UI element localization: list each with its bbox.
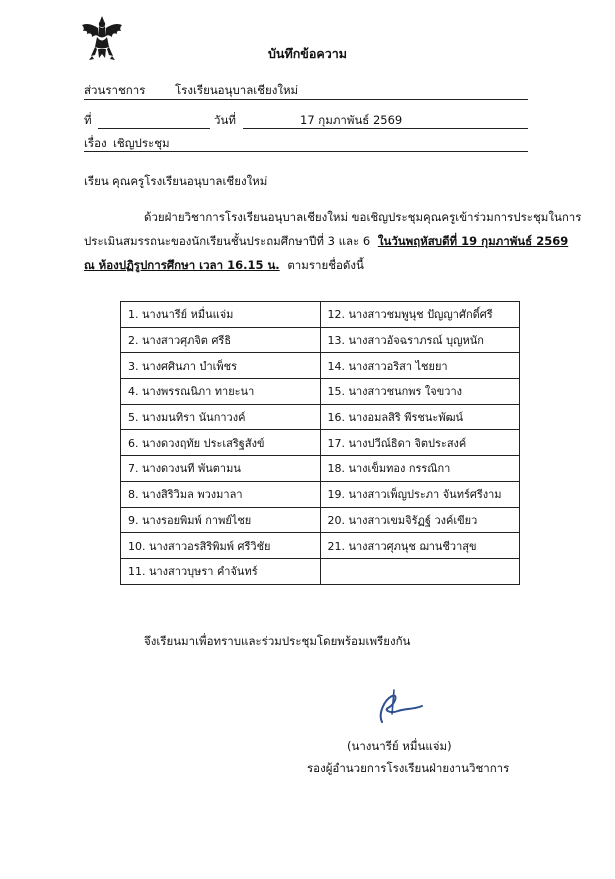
body-line-1: ด้วยฝ่ายวิชาการโรงเรียนอนุบาลเชียงใหม่ ขอเชิญประชุมคุณครูเข้าร่วมการประชุมในการ: [144, 210, 582, 224]
closing-text: จึงเรียนมาเพื่อทราบและร่วมประชุมโดยพร้อมเพรียงกัน: [144, 634, 411, 648]
ref-label: ที่: [84, 113, 92, 127]
subject-underline: [84, 151, 528, 152]
table-row: [121, 507, 520, 533]
attendee-cell-left: 7. นางดวงนที พันตามน: [121, 456, 321, 482]
attendee-cell-right: 21. นางสาวศุภนุช ฌานชีวาสุข: [320, 533, 520, 559]
attendee-cell-left: 6. นางดวงฤทัย ประเสริฐสังข์: [121, 430, 321, 456]
attendee-cell-right: 13. นางสาวอัจฉราภรณ์ บุญหนัก: [320, 327, 520, 353]
table-row: [121, 353, 520, 379]
attendee-cell-left: 10. นางสาวอรสิริพิมพ์ ศรีวิชัย: [121, 533, 321, 559]
attendee-cell-right: 15. นางสาวชนกพร ใจขวาง: [320, 379, 520, 405]
body-line-2: [84, 233, 568, 251]
attendee-table: [120, 301, 520, 585]
attendee-cell-left: 11. นางสาวบุษรา คำจันทร์: [121, 558, 321, 584]
date-underline: [243, 128, 528, 129]
attendee-cell-left: 4. นางพรรณนิภา ทายะนา: [121, 379, 321, 405]
attendee-cell-right: 14. นางสาวอริสา ไชยยา: [320, 353, 520, 379]
attendee-cell-left: 1. นางนารีย์ หมื่นแจ่ม: [121, 302, 321, 328]
attendee-cell-left: 3. นางศศินภา บำเพ็ชร: [121, 353, 321, 379]
date-label: วันที่: [214, 113, 236, 127]
table-row: [121, 327, 520, 353]
handwritten-signature: [372, 684, 432, 728]
table-row: [121, 558, 520, 584]
meeting-place-time: ณ ห้องปฏิรูปการศึกษา เวลา 16.15 น.: [84, 258, 280, 272]
signatory-name: (นางนารีย์ หมื่นแจ่ม): [347, 739, 452, 753]
date-value: 17 กุมภาพันธ์ 2569: [300, 113, 403, 127]
subject-label: เรื่อง: [84, 136, 107, 150]
to-label: เรียน: [84, 174, 109, 188]
agency-label: ส่วนราชการ: [84, 83, 146, 97]
table-row: [121, 533, 520, 559]
attendee-cell-right: 19. นางสาวเพ็ญประภา จันทร์ศรีงาม: [320, 481, 520, 507]
attendee-cell-right: [320, 558, 520, 584]
table-row: [121, 481, 520, 507]
attendee-cell-left: 5. นางมนทิรา นันกาวงค์: [121, 404, 321, 430]
attendee-cell-left: 9. นางรอยพิมพ์ กาพย์ไชย: [121, 507, 321, 533]
agency-underline: [84, 99, 528, 100]
subject-value: เชิญประชุม: [113, 136, 170, 150]
attendee-cell-right: 16. นางอมลสิริ พีรชนะพัฒน์: [320, 404, 520, 430]
body-line-3: [84, 257, 364, 275]
attendee-cell-right: 20. นางสาวเขมจิรัฏฐ์ วงค์เขียว: [320, 507, 520, 533]
meeting-date: ในวันพฤหัสบดีที่ 19 กุมภาพันธ์ 2569: [377, 234, 569, 248]
attendee-cell-right: 17. นางปวีณ์ธิดา จิตประสงค์: [320, 430, 520, 456]
table-row: [121, 302, 520, 328]
table-row: [121, 379, 520, 405]
body-line-3-text: ตามรายชื่อดังนี้: [287, 258, 364, 272]
table-row: [121, 456, 520, 482]
agency-value: โรงเรียนอนุบาลเชียงใหม่: [175, 83, 299, 97]
ref-underline: [98, 128, 210, 129]
attendee-table-body: [121, 302, 520, 585]
memo-title: บันทึกข้อความ: [268, 46, 347, 61]
signatory-position: รองผู้อำนวยการโรงเรียนฝ่ายงานวิชาการ: [307, 761, 510, 775]
attendee-cell-right: 18. นางเข็มทอง กรรณิกา: [320, 456, 520, 482]
attendee-cell-left: 2. นางสาวศุภจิต ศรีธิ: [121, 327, 321, 353]
table-row: [121, 430, 520, 456]
to-value: คุณครูโรงเรียนอนุบาลเชียงใหม่: [112, 174, 268, 188]
attendee-cell-left: 8. นางสิริวิมล พวงมาลา: [121, 481, 321, 507]
body-line-2-text: ประเมินสมรรถนะของนักเรียนชั้นประถมศึกษาปีที่ 3 และ 6: [84, 234, 371, 248]
table-row: [121, 404, 520, 430]
attendee-cell-right: 12. นางสาวชมพูนุช ปัญญาศักดิ์ศรี: [320, 302, 520, 328]
